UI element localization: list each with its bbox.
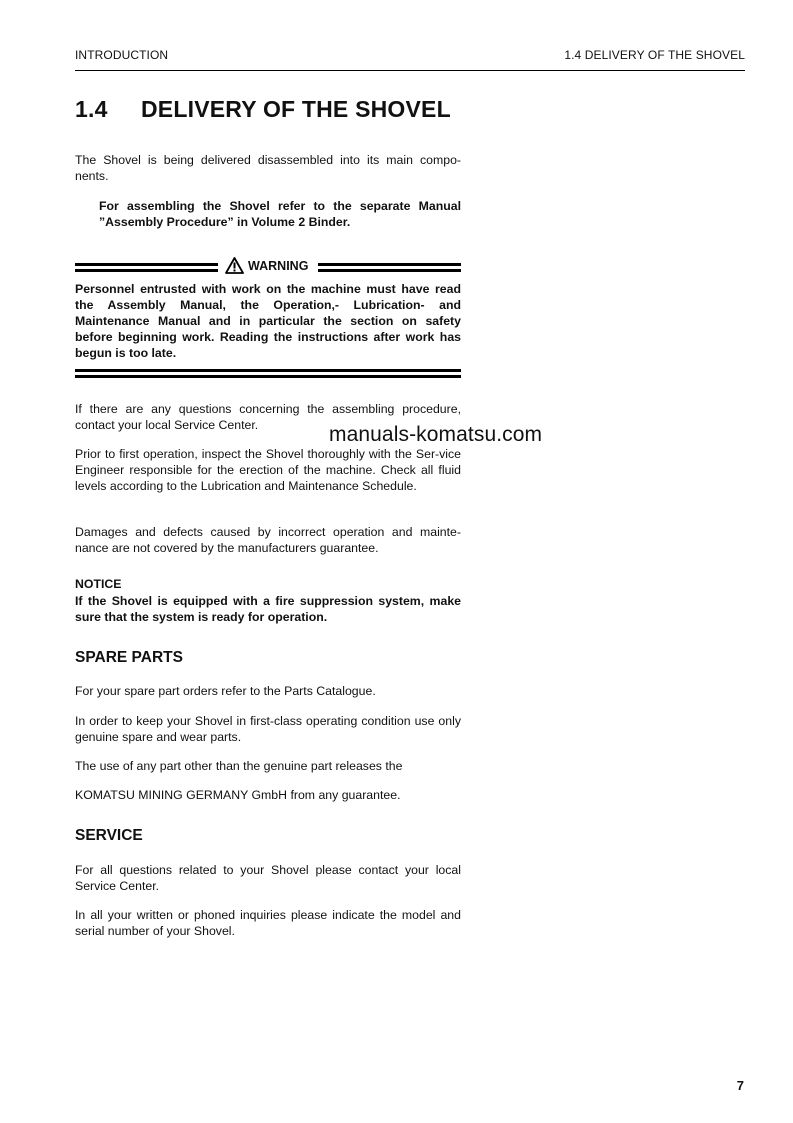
header-divider: [75, 70, 745, 71]
page-number: 7: [736, 1078, 744, 1093]
service-p2: In all your written or phoned inquiries please indicate the model and serial number of your Shovel.: [75, 908, 461, 938]
spare-parts-p4: KOMATSU MINING GERMANY GmbH from any guarantee.: [75, 788, 401, 802]
section-number: 1.4: [75, 96, 108, 122]
damages-paragraph: Damages and defects caused by incorrect operation and mainte-nance are not covered by the manufacturers guarantee.: [75, 525, 461, 555]
notice-text: If the Shovel is equipped with a fire suppression system, make sure that the system is ready for operation.: [75, 594, 461, 624]
warning-triangle-icon: [225, 257, 244, 274]
warning-bar-right: [318, 263, 461, 272]
warning-label: WARNING: [248, 258, 309, 273]
header-left: INTRODUCTION: [75, 48, 169, 62]
page-title: DELIVERY OF THE SHOVEL: [141, 96, 451, 122]
questions-paragraph: If there are any questions concerning the assembling procedure, contact your local Service Center.: [75, 402, 461, 432]
spare-parts-heading: SPARE PARTS: [75, 649, 183, 666]
header-right: 1.4 DELIVERY OF THE SHOVEL: [564, 48, 745, 62]
warning-header: [225, 257, 308, 274]
service-p1: For all questions related to your Shovel please contact your local Service Center.: [75, 863, 461, 893]
delivery-paragraph: The Shovel is being delivered disassembled into its main compo-nents.: [75, 153, 461, 183]
warning-bar-bottom: [75, 369, 461, 378]
warning-text: Personnel entrusted with work on the machine must have read the Assembly Manual, the Operation,- Lubrication- and Maintenance Manual and in particular the section on safety before beginning work. Reading the instructions after work has begun is too late.: [75, 282, 461, 360]
watermark-text: manuals-komatsu.com: [329, 423, 543, 446]
warning-bar-left: [75, 263, 218, 272]
spare-parts-p2: In order to keep your Shovel in first-class operating condition use only genuine spare and wear parts.: [75, 714, 461, 744]
notice-label: NOTICE: [75, 577, 122, 591]
spare-parts-p1: For your spare part orders refer to the Parts Catalogue.: [75, 684, 376, 698]
service-heading: SERVICE: [75, 827, 143, 844]
assembly-reference: For assembling the Shovel refer to the separate Manual ”Assembly Procedure” in Volume 2 Binder.: [99, 199, 461, 229]
spare-parts-p3: The use of any part other than the genuine part releases the: [75, 759, 403, 773]
inspection-paragraph: Prior to first operation, inspect the Shovel thoroughly with the Ser-vice Engineer responsible for the erection of the machine. Check all fluid levels according to the Lubrication and Maintenance Schedule.: [75, 447, 461, 493]
